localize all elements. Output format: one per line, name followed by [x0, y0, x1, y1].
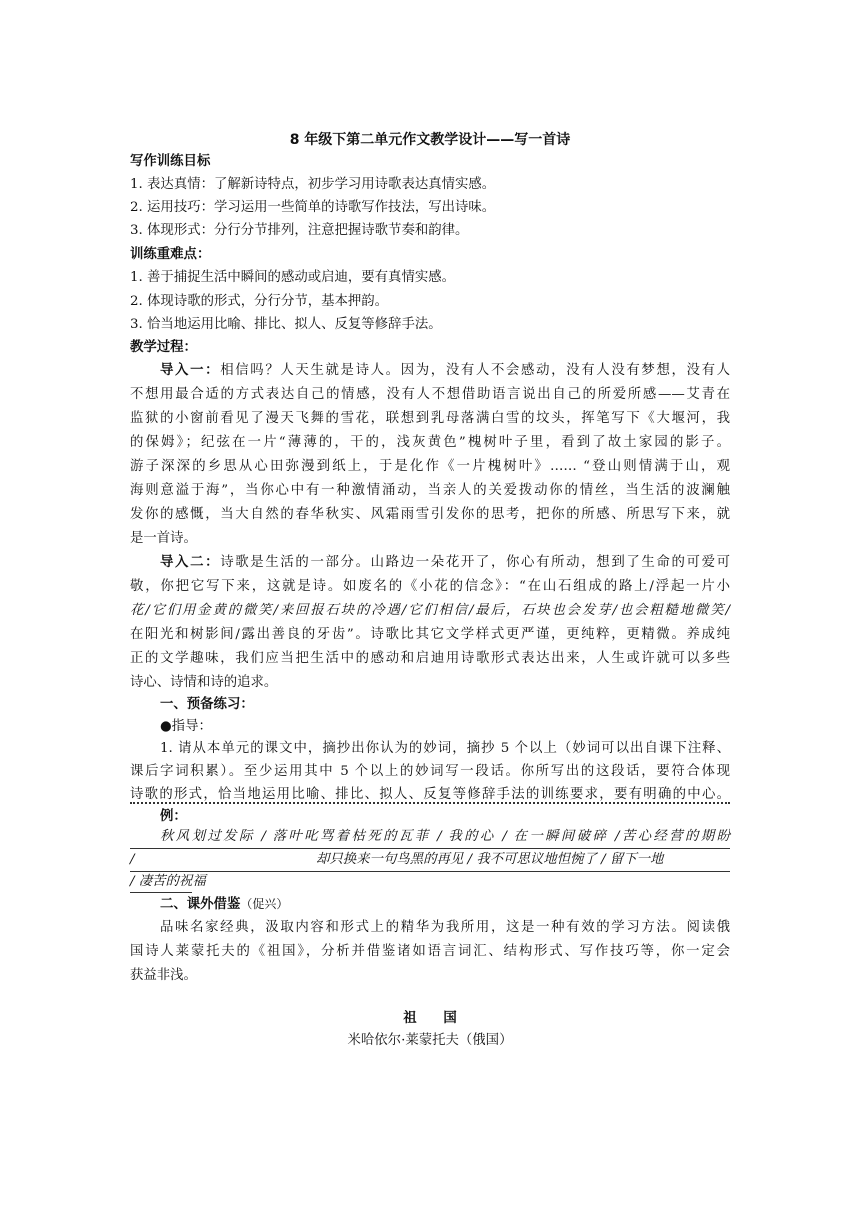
- section2-note: （促兴）: [240, 897, 289, 911]
- goal-item: 2. 运用技巧：学习运用一些简单的诗歌写作技法，写出诗味。: [130, 200, 496, 215]
- intro1-line: 的保姆》；纪弦在一片“薄薄的，干的，浅灰黄色”槐树叶子里，看到了故土家园的影子。: [130, 435, 730, 450]
- example-line: 却只换来一句鸟黑的再见 / 我不可思议地怛惋了 / 留下一地: [316, 852, 664, 867]
- guide-line: 诗歌的形式，恰当地运用比喻、排比、拟人、反复等修辞手法的训练要求，要有明确的中心。: [130, 787, 730, 802]
- goal-item: 1. 表达真情：了解新诗特点，初步学习用诗歌表达真情实感。: [130, 177, 496, 192]
- key-point-item: 1. 善于捕捉生活中瞬间的感动或启迪，要有真情实感。: [130, 270, 456, 285]
- example-label: 例：: [160, 809, 187, 824]
- intro1-line: 游子深深的乡思从心田弥漫到纸上，于是化作《一片槐树叶》…… “登山则情满于山，观: [130, 459, 730, 474]
- section2-heading: 二、课外借鉴: [160, 897, 241, 912]
- section1-heading: 一、预备练习：: [160, 697, 254, 712]
- key-points-heading: 训练重难点：: [130, 247, 211, 262]
- intro1-line: 海则意溢于海”，当你心中有一种激情涌动，当亲人的关爱拨动你的情丝，当生活的波澜触: [130, 483, 730, 498]
- poem-author: 米哈依尔·莱蒙托夫（俄国）: [347, 1033, 513, 1048]
- goal-item: 3. 体现形式：分行分节排列，注意把握诗歌节奏和韵律。: [130, 223, 469, 238]
- process-heading: 教学过程：: [130, 340, 197, 355]
- guide-label: ●指导：: [160, 719, 212, 734]
- intro1-line: 是一首诗。: [130, 531, 197, 546]
- intro1-line: 不想用最合适的方式表达自己的情感，没有人不想借助语言说出自己的所爱所感——艾青在: [130, 387, 730, 402]
- guide-line: 课后字词积累）。至少运用其中 5 个以上的妙词写一段话。你所写出的这段话，要符合体现: [130, 764, 730, 779]
- intro1-line: 导入一：相信吗？人天生就是诗人。因为，没有人不会感动，没有人没有梦想，没有人: [160, 363, 731, 378]
- intro2-line: 正的文学趣味，我们应当把生活中的感动和启迪用诗歌形式表达出来，人生或许就可以多些: [130, 651, 730, 666]
- intro2-line: 在阳光和树影间/露出善良的牙齿”。诗歌比其它文学样式更严谨，更纯粹，更精微。养成纯: [130, 627, 730, 642]
- intro2-line: 诗心、诗情和诗的追求。: [130, 675, 278, 690]
- guide-line: 1. 请从本单元的课文中，摘抄出你认为的妙词，摘抄 5 个以上（妙词可以出自课下注释、: [160, 741, 730, 756]
- key-point-item: 3. 恰当地运用比喻、排比、拟人、反复等修辞手法。: [130, 317, 442, 332]
- section2-line: 品味名家经典，汲取内容和形式上的精华为我所用，这是一种有效的学习方法。阅读俄: [160, 920, 730, 935]
- section2-heading-line: [160, 893, 760, 916]
- document-title: 8 年级下第二单元作文教学设计——写一首诗: [289, 132, 571, 148]
- intro2-line: 敬，你把它写下来，这就是诗。如废名的《小花的信念》：“在山石组成的路上/浮起一片小: [130, 579, 730, 594]
- intro2-line: 花/它们用金黄的微笑/来回报石块的冷遇/它们相信/最后，石块也会发芽/也会粗糙地微笑/: [130, 603, 730, 618]
- intro2-label: 导入二：: [160, 555, 221, 570]
- section2-line: 国诗人莱蒙托夫的《祖国》，分析并借鉴诸如语言词汇、结构形式、写作技巧等，你一定会: [130, 944, 730, 959]
- intro1-line: 发你的感慨，当大自然的春华秋实、风霜雨雪引发你的思考，把你的所感、所思写下来，就: [130, 507, 730, 522]
- goals-heading: 写作训练目标: [130, 154, 211, 169]
- example-line: / 凄苦的祝福: [130, 874, 206, 889]
- example-line: /: [130, 852, 135, 867]
- example-line: 秋风划过发际 / 落叶叱骂着枯死的瓦菲 / 我的心 / 在一瞬间破碎 /苦心经营的期盼: [160, 829, 730, 844]
- intro1-line: 监狱的小窗前看见了漫天飞舞的雪花，联想到乳母落满白雪的坟头，挥笔写下《大堰河，我: [130, 411, 730, 426]
- section2-line: 获益非浅。: [130, 968, 197, 983]
- key-point-item: 2. 体现诗歌的形式，分行分节，基本押韵。: [130, 294, 389, 309]
- intro1-label: 导入一：: [160, 363, 221, 378]
- intro2-line: 导入二：诗歌是生活的一部分。山路边一朵花开了，你心有所动，想到了生命的可爱可: [160, 555, 731, 570]
- poem-title: 祖 国: [403, 1011, 457, 1026]
